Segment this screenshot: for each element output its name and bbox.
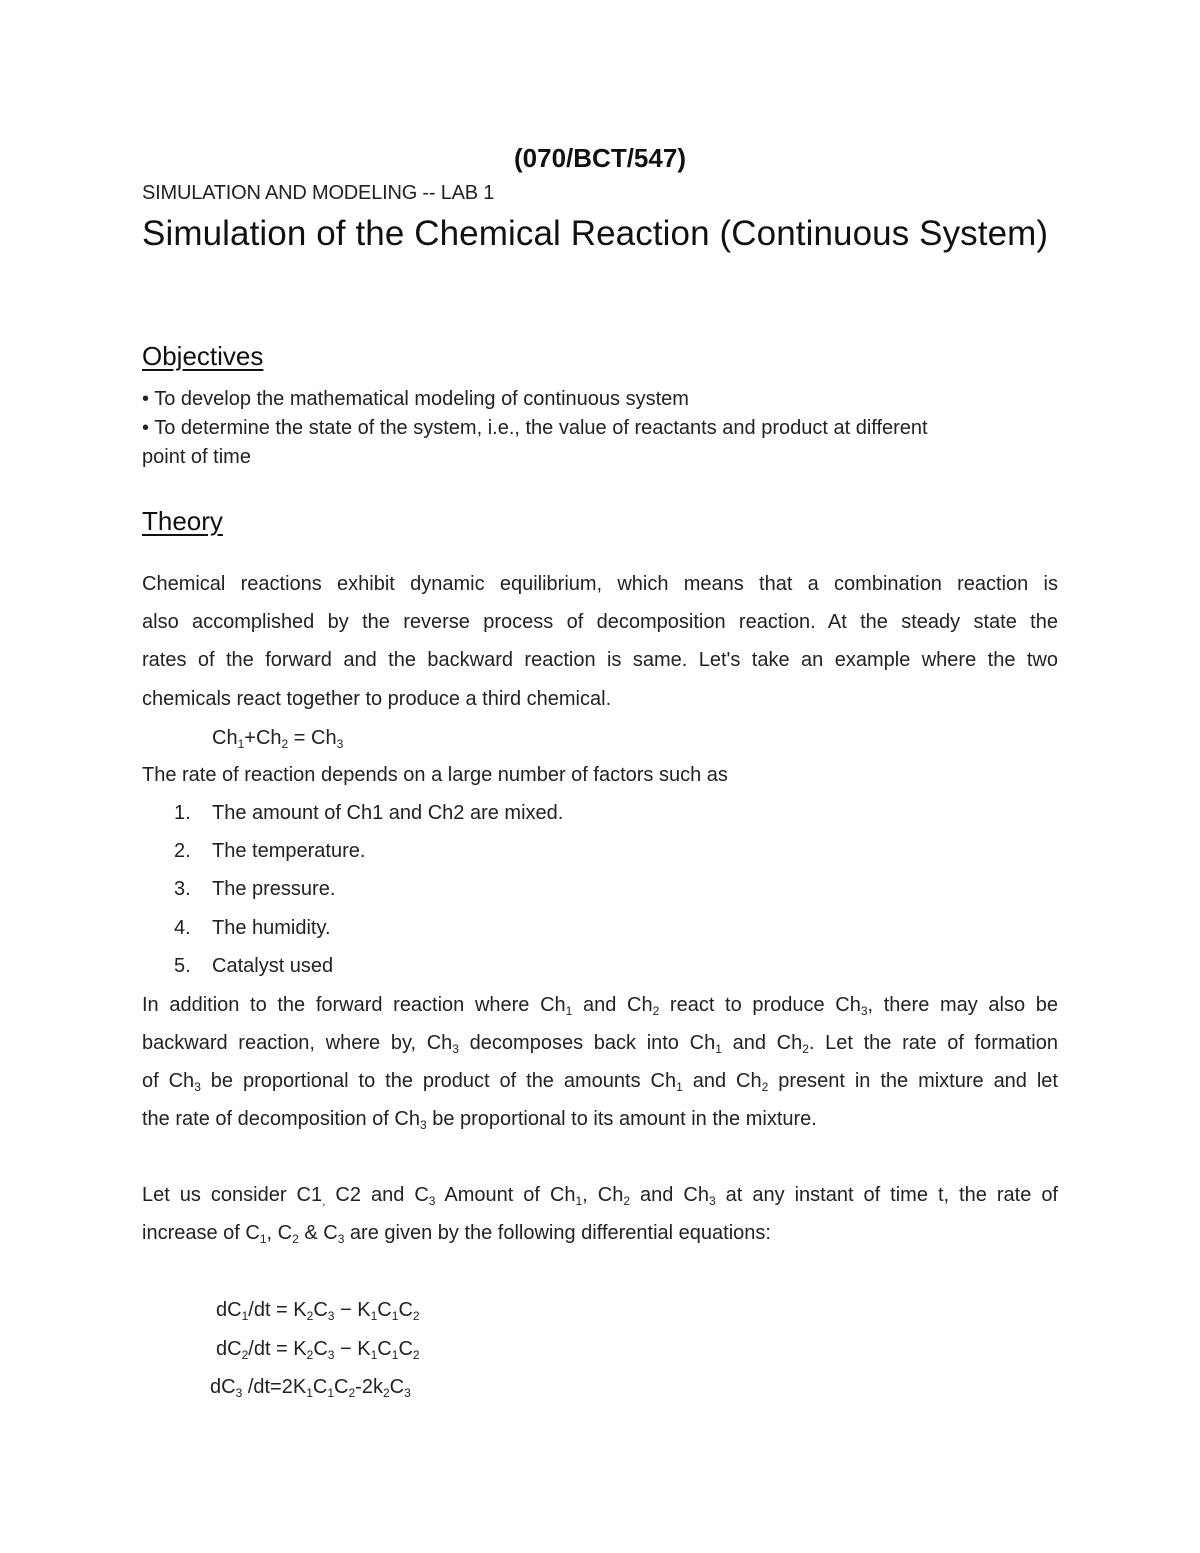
objective-bullet-2-line-2: point of time <box>142 446 251 468</box>
theory-heading: Theory <box>142 506 223 536</box>
theory-paragraph-line-4: chemicals react together to produce a third chemical. <box>142 688 612 710</box>
page-title: Simulation of the Chemical Reaction (Continuous System) <box>142 214 1049 253</box>
differential-equation-2: $dC_2/dt = K_2C_3 - K_1C_1C_2$ <box>216 1338 420 1362</box>
differential-equation-1: $dC_1/dt = K_2C_3 - K_1C_1C_2$ <box>216 1299 420 1323</box>
objective-bullet-2-line-1: • To determine the state of the system, i.e., the value of reactants and product at different <box>142 417 928 439</box>
rate-intro: The rate of reaction depends on a large number of factors such as <box>142 764 728 786</box>
backward-reaction-line-1: In addition to the forward reaction where $Ch_1$ and $Ch_2$ react to produce $Ch_3$, there may also be <box>142 994 1059 1018</box>
reaction-equation: $Ch_1+Ch_2 = Ch_3$ <box>212 727 344 751</box>
theory-paragraph-line-3: rates of the forward and the backward reaction is same. Let's take an example where the two <box>142 649 1058 671</box>
objectives-heading: Objectives <box>142 341 264 371</box>
objective-bullet-1: • To develop the mathematical modeling of continuous system <box>142 388 689 410</box>
theory-paragraph-line-2: also accomplished by the reverse process of decomposition reaction. At the steady state the <box>142 611 1058 633</box>
consider-line-1: Let us consider $C1_,$ C2 and $C_3$ Amount of $Ch_1$, $Ch_2$ and $Ch_3$ at any instant of time t, the rate of <box>142 1184 1058 1208</box>
backward-reaction-line-3: of $Ch_3$ be proportional to the product of the amounts $Ch_1$ and $Ch_2$ present in the mixture and let <box>142 1070 1058 1094</box>
factor-item: 3. The pressure. <box>174 878 336 900</box>
factor-item: 2. The temperature. <box>174 840 366 862</box>
theory-paragraph-line-1: Chemical reactions exhibit dynamic equilibrium, which means that a combination reaction is <box>142 573 1058 595</box>
backward-reaction-line-2: backward reaction, where by, $Ch_3$ decomposes back into $Ch_1$ and $Ch_2$. Let the rate of formation <box>142 1032 1058 1056</box>
differential-equation-3: $dC_3$ $/dt=2K_1C_1C_2-2k_2C_3$ <box>210 1376 411 1400</box>
factor-item: 5. Catalyst used <box>174 955 334 977</box>
factor-item: 1. The amount of Ch1 and Ch2 are mixed. <box>174 802 564 824</box>
course-line: SIMULATION AND MODELING -- LAB 1 <box>142 182 495 204</box>
consider-line-2: increase of $C_1$, $C_2$ & $C_3$ are given by the following differential equations: <box>142 1222 771 1246</box>
factor-item: 4. The humidity. <box>174 917 331 939</box>
backward-reaction-line-4: the rate of decomposition of $Ch_3$ be proportional to its amount in the mixture. <box>142 1108 817 1132</box>
roll-number: (070/BCT/547) <box>514 143 686 173</box>
